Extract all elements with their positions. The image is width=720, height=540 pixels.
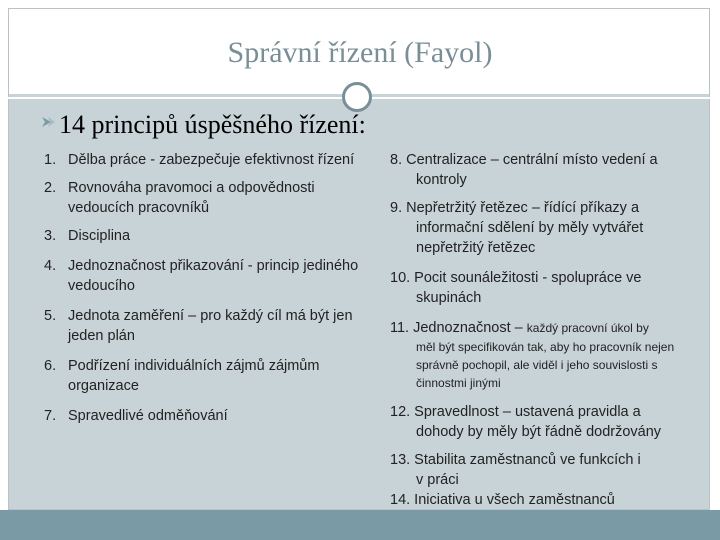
item-text: 8. Centralizace – centrální místo vedení a — [390, 152, 658, 168]
item-text: 12. Spravedlnost – ustavená pravidla a — [390, 404, 641, 420]
list-item — [44, 306, 364, 346]
decorative-circle — [342, 82, 372, 112]
item-number: 7. — [44, 408, 57, 424]
left-column — [44, 150, 364, 426]
item-text-continued: dohody by měly být řádně dodržovány — [416, 424, 662, 440]
item-text: 10. Pocit sounáležitosti - spolupráce ve — [390, 270, 642, 286]
item-text: 13. Stabilita zaměstnanců ve funkcích i — [390, 452, 641, 468]
item-text-continued: kontroly — [416, 172, 467, 188]
slide-heading — [40, 110, 366, 140]
item-text: 14. Iniciativa u všech zaměstnanců — [390, 492, 615, 508]
list-item — [44, 178, 364, 218]
item-text: Dělba práce - zabezpečuje efektivnost řízení — [68, 152, 355, 168]
heading-text: 14 principů úspěšného řízení: — [59, 110, 366, 139]
item-text: Spravedlivé odměňování — [68, 408, 228, 424]
item-number: 2. — [44, 180, 57, 196]
item-number: 4. — [44, 258, 57, 274]
footer-band — [0, 510, 720, 540]
slide-title: Správní řízení (Fayol) — [227, 36, 493, 69]
item-text: 9. Nepřetržitý řetězec – řídící příkazy a — [390, 200, 640, 216]
item-text-small: každý pracovní úkol by — [526, 321, 649, 335]
list-item — [390, 268, 700, 308]
item-text-continued: v práci — [416, 472, 459, 488]
item-number: 6. — [44, 358, 57, 374]
list-item — [44, 406, 364, 426]
item-text-continued: skupinách — [416, 290, 482, 306]
item-text-continued: měl být specifikován tak, aby ho pracovník nejen správně pochopil, ale viděl i jeho souvislosti s činnostmi jinými — [416, 340, 675, 390]
list-item — [44, 226, 364, 246]
item-text: Jednoznačnost přikazování - princip jediného vedoucího — [68, 258, 359, 294]
item-text: 11. Jednoznačnost – — [390, 320, 527, 336]
list-item — [390, 450, 700, 490]
list-item — [390, 318, 700, 392]
item-number: 5. — [44, 308, 57, 324]
item-text: Jednota zaměření – pro každý cíl má být jen jeden plán — [68, 308, 353, 344]
item-text: Podřízení individuálních zájmů zájmům organizace — [68, 358, 320, 394]
list-item — [390, 150, 700, 190]
item-text: Disciplina — [68, 228, 131, 244]
item-number: 1. — [44, 152, 57, 168]
list-item — [390, 402, 700, 442]
list-item — [390, 198, 700, 258]
item-number: 3. — [44, 228, 57, 244]
item-text: Rovnováha pravomoci a odpovědnosti vedoucích pracovníků — [68, 180, 315, 216]
bullet-arrow-icon — [40, 114, 56, 130]
list-item — [44, 356, 364, 396]
list-item — [44, 150, 364, 170]
list-item — [390, 490, 700, 510]
right-column — [390, 150, 700, 510]
list-item — [44, 256, 364, 296]
item-text-continued: informační sdělení by měly vytvářet nepřetržitý řetězec — [416, 220, 644, 256]
